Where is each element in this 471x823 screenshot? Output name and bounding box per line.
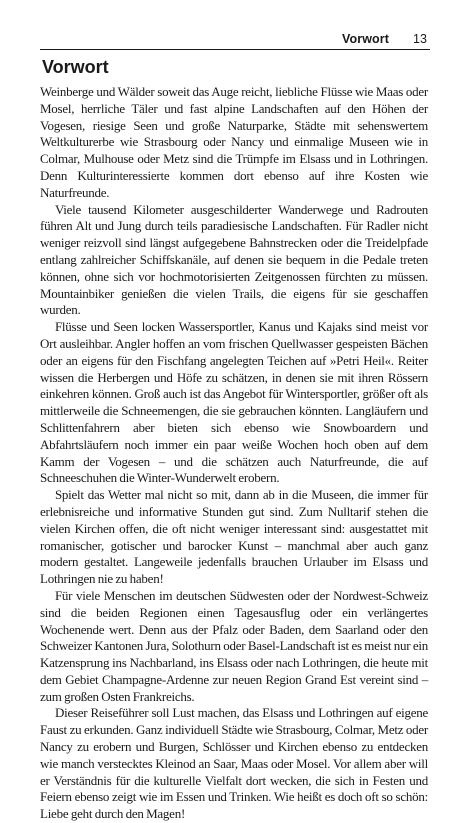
running-head	[0, 0, 471, 52]
paragraph: Flüsse und Seen locken Wassersportler, Kanus und Kajaks sind meist vor Ort ausleihbar. Angler hoffen an vom frischen Quellwasser gespeisten Bächen oder an eigens für den Fischfang angelegten Teichen auf »Petri Heil«. Reiter wissen die Herbergen und Höfe zu schätzen, in denen sie mit ihren Rössern einkehren können. Groß auch ist das Angebot für Wintersportler, größer oft als mittlerweile die Schneemengen, die sie gebrauchen könnten. Langläufern und Schlittenfahrern aber bieten sich ebenso wie Snowboardern und Abfahrtsläufern noch immer ein paar weiße Wochen hoch oben auf dem Kamm der Vogesen – und die schätzen auch Naturfreunde, die auf Schneeschuhen die Winter-Wunderwelt erobern.	[40, 319, 428, 486]
page-number: 13	[413, 32, 427, 46]
paragraph: Viele tausend Kilometer ausgeschilderter Wanderwege und Radrouten führen Alt und Jung durch teils paradiesische Landschaften. Für Radler nicht weniger reizvoll sind längst aufgegebene Bahnstrecken oder die Treidelpfade entlang zahlreicher Schiffskanäle, auf denen sie bequem in die Pedale treten können, ohne sich vor hochmotorisierten Zeitgenossen fürchten zu müssen. Mountainbiker genießen die vielen Trails, die eigens für sie geschaffen wurden.	[40, 201, 428, 318]
body-text	[40, 84, 428, 823]
header-rule	[40, 49, 430, 50]
paragraph: Spielt das Wetter mal nicht so mit, dann ab in die Museen, die immer für erlebnisreiche und informative Stunden gut sind. Zum Nulltarif stehen die vielen Kirchen offen, die oft nicht weniger interessant sind: ausgestattet mit romanischer, gotischer und barocker Kunst – manchmal aber auch ganz modern gestaltet. Langeweile jedenfalls brauchen Urlauber im Elsass und Lothringen nie zu haben!	[40, 487, 428, 587]
paragraph: Für viele Menschen im deutschen Südwesten oder der Nordwest-Schweiz sind die beiden Regionen einen Tagesausflug oder ein verlängertes Wochenende wert. Denn aus der Pfalz oder Baden, dem Saarland oder den Schweizer Kantonen Jura, Solothurn oder Basel-Landschaft ist es meist nur ein Katzensprung ins Nachbarland, ins Elsass oder nach Lothringen, die heute mit dem Gebiet Champagne-Ardenne zur neuen Region Grand Est vereint sind – zum großen Osten Frankreichs.	[40, 587, 428, 704]
running-head-section: Vorwort	[342, 32, 389, 46]
paragraph: Weinberge und Wälder soweit das Auge reicht, liebliche Flüsse wie Maas oder Mosel, herrliche Täler und fast alpine Landschaften auf den Höhen der Vogesen, riesige Seen und große Naturparke, Städte mit sehenswertem Weltkulturerbe wie Strasbourg oder Nancy und einmalige Museen wie in Colmar, Mulhouse oder Metz sind die Trümpfe im Elsass und in Lothringen. Denn Kulturinteressierte kommen dort ebenso auf ihre Kosten wie Naturfreunde.	[40, 84, 428, 200]
paragraph: Dieser Reiseführer soll Lust machen, das Elsass und Lothringen auf eigene Faust zu erkunden. Ganz individuell Städte wie Strasbourg, Colmar, Metz oder Nancy zu erobern und Burgen, Schlösser und Kirchen ebenso zu entdecken wie manch verstecktes Kleinod an Saar, Maas oder Mosel. Vor allem aber will er Verständnis für die kulturelle Vielfalt dort wecken, die sich in Festen und Feiern ebenso zeigt wie im Essen und Trinken. Wie heißt es doch oft so schön: Liebe geht durch den Magen!	[40, 705, 428, 822]
chapter-title: Vorwort	[42, 57, 109, 77]
